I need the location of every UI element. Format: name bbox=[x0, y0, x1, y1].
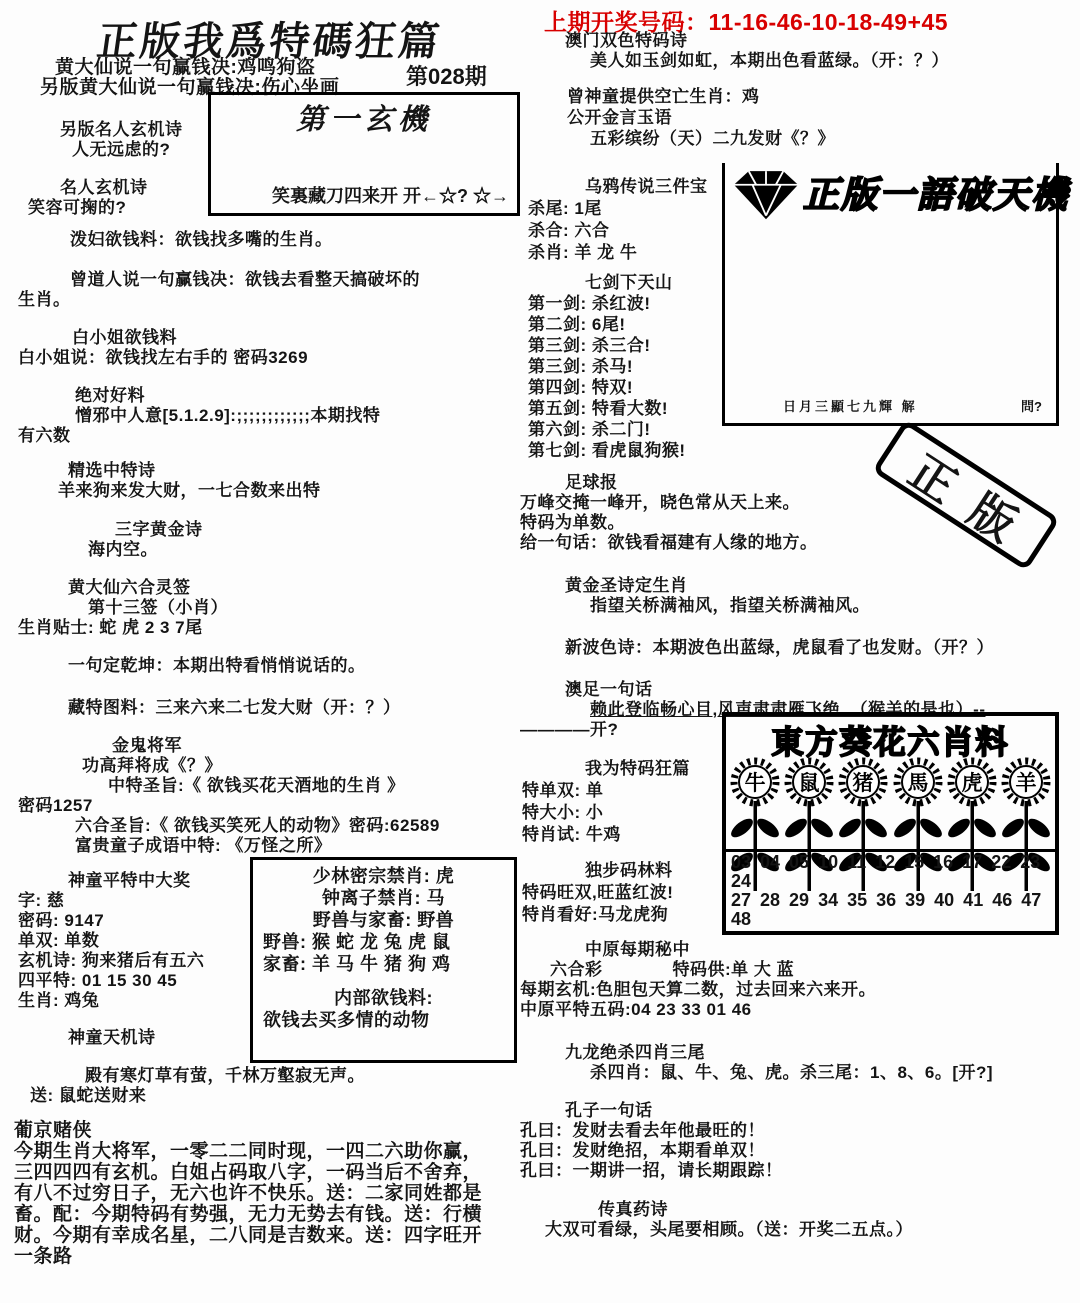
text-line: 笑容可掬的? bbox=[28, 198, 127, 217]
text-line: 字: 慈 bbox=[18, 891, 65, 910]
section-jingui bbox=[18, 736, 440, 856]
section-sanzi bbox=[88, 520, 203, 560]
section-zengdaoren bbox=[18, 270, 420, 310]
text-line: 另版名人玄机诗 bbox=[60, 120, 183, 139]
svg-text:虎: 虎 bbox=[961, 772, 983, 795]
text-line: 少林密宗禁肖: 虎 bbox=[312, 866, 455, 886]
svg-text:馬: 馬 bbox=[907, 772, 929, 795]
text-line: 第三剑: 杀三合! bbox=[528, 336, 651, 355]
text-line: 密码: 9147 bbox=[18, 911, 105, 930]
text-line: 赖此登临畅心目,风声肃肃雁飞绝. （猴羊的是也）-- bbox=[590, 700, 986, 719]
text-line: 羊来狗来发大财，一七合数来出特 bbox=[58, 481, 321, 500]
text-line: 送: 鼠蛇送财来 bbox=[30, 1086, 147, 1105]
section-lingban-mingren bbox=[60, 120, 183, 160]
text-line: 神童平特中大奖 bbox=[68, 871, 191, 890]
text-line: 金鬼将军 bbox=[112, 736, 182, 755]
text-line: 第二剑: 6尾! bbox=[528, 315, 626, 334]
text-line: 海内空。 bbox=[88, 540, 158, 559]
text-line: 特码旺双,旺蓝红波! bbox=[522, 883, 674, 902]
section-zhongyuan bbox=[520, 940, 876, 1020]
section-baixiaojie bbox=[18, 328, 308, 368]
text-line: 杀合: 六合 bbox=[528, 221, 610, 240]
text-line: 第四剑: 特双! bbox=[528, 378, 634, 397]
text-line: 野兽与家畜: 野兽 bbox=[312, 910, 455, 930]
text-line: 有六数 bbox=[18, 426, 71, 445]
text-line: 欲钱去买多情的动物 bbox=[263, 1010, 430, 1030]
text-line: 特肖试: 牛鸡 bbox=[522, 825, 621, 844]
text-line: 澳足一句话 bbox=[565, 680, 653, 699]
text-line: 玄机诗: 狗来猪后有五六 bbox=[18, 951, 205, 970]
section-jiulong bbox=[565, 1043, 993, 1083]
section-kuangpian bbox=[522, 758, 690, 846]
section-dubu bbox=[522, 860, 673, 926]
text-line: 四平特: 01 15 30 45 bbox=[18, 971, 178, 990]
text-line: 公开金言玉语 bbox=[567, 108, 672, 127]
text-line: 特肖看好:马龙虎狗 bbox=[522, 905, 669, 924]
text-line: 孔曰：发财绝招，本期看单双！ bbox=[520, 1141, 765, 1160]
text-line: 三四四四有玄机。白姐占码取八字，一码当后不舍弃， bbox=[14, 1162, 483, 1183]
section-lingqian bbox=[18, 578, 228, 638]
text-line: 曾道人说一句赢钱决：欲钱去看整天搞破坏的 bbox=[70, 270, 420, 289]
text-line: 黄大仙说一句赢钱决:鸡鸣狗盗 bbox=[55, 57, 316, 78]
diamond-slogan-box bbox=[722, 163, 1070, 426]
svg-text:牛: 牛 bbox=[744, 772, 766, 795]
section-xinbose bbox=[565, 638, 994, 658]
svg-text:羊: 羊 bbox=[1015, 772, 1037, 795]
text-line: 六合彩 特码供:单 大 蓝 bbox=[550, 960, 795, 979]
text-line: 我为特码狂篇 bbox=[585, 759, 690, 778]
text-line: 孔子一句话 bbox=[565, 1101, 653, 1120]
text-line: 三字黄金诗 bbox=[115, 520, 203, 539]
section-yaoshi bbox=[545, 1200, 913, 1240]
text-line: 第七剑: 看虎鼠狗猴! bbox=[528, 441, 686, 460]
diamond-icon bbox=[729, 165, 803, 228]
text-line: 足球报 bbox=[565, 473, 618, 492]
text-line: 第一剑: 杀红波! bbox=[528, 294, 651, 313]
section-shentong-pingte bbox=[18, 871, 204, 1011]
text-line: 生肖贴士: 蛇 虎 2 3 7尾 bbox=[18, 618, 203, 637]
text-line: 内部欲钱料: bbox=[334, 988, 433, 1008]
text-line: 生肖: 鸡兔 bbox=[18, 991, 100, 1010]
text-line: 大双可看绿，头尾要相顾。（送：开奖二五点。） bbox=[545, 1220, 913, 1239]
text-line: 特码为单数。 bbox=[520, 513, 625, 532]
text-line: ————开? bbox=[520, 720, 619, 739]
text-line: 殿有寒灯草有萤，千林万壑寂无声。 bbox=[85, 1066, 365, 1085]
text-line: 第六剑: 杀二门! bbox=[528, 420, 651, 439]
svg-text:猪: 猪 bbox=[852, 772, 874, 795]
text-line: 憎邪中人意[5.1.2.9]:;;;;;;;;;;;;本期找特 bbox=[75, 406, 381, 425]
text-line: 家畜: 羊 马 牛 猪 狗 鸡 bbox=[263, 954, 451, 974]
text-line: 一条路 bbox=[14, 1246, 73, 1267]
text-line: 传真药诗 bbox=[598, 1200, 668, 1219]
text-line: 精选中特诗 bbox=[68, 461, 156, 480]
text-line: 富贵童子成语中特: 《万怪之所》 bbox=[75, 836, 332, 855]
text-line: 新波色诗：本期波色出蓝绿，虎鼠看了也发财。（开？） bbox=[565, 638, 994, 657]
text-line: 黄金圣诗定生肖 bbox=[565, 576, 688, 595]
text-line: 葡京赌侠 bbox=[14, 1120, 93, 1141]
text-line: 泼妇欲钱料：欲钱找多嘴的生肖。 bbox=[70, 230, 333, 249]
issue-number: 第028期 bbox=[406, 64, 487, 89]
last-draw-numbers: 上期开奖号码：11-16-46-10-18-49+45 bbox=[544, 9, 949, 35]
text-line: 九龙绝杀四肖三尾 bbox=[565, 1043, 705, 1062]
text-line: 乌鸦传说三件宝 bbox=[585, 177, 708, 196]
text-line: 第三剑: 杀马! bbox=[528, 357, 634, 376]
sunflower-numbers bbox=[726, 849, 1055, 931]
text-line: 财。今期有幸成名星，二八同是吉数来。送：四字旺开 bbox=[14, 1225, 483, 1246]
text-line: 第十三签（小肖） bbox=[88, 598, 228, 617]
box-title: 第一玄機 bbox=[295, 104, 432, 136]
text-line: 有八不过穷日子，无六也许不快乐。送：二家同姓都是 bbox=[14, 1183, 483, 1204]
text-line: 另版黄大仙说一句赢钱决:伤心坐画 bbox=[40, 77, 340, 98]
section-huangjin-shengshi bbox=[565, 576, 870, 616]
section-powu bbox=[70, 230, 333, 250]
text-line: 一句定乾坤：本期出特看悄悄说话的。 bbox=[68, 656, 366, 675]
section-qiankun bbox=[68, 656, 366, 676]
text-line: 杀尾: 1尾 bbox=[528, 199, 602, 218]
text-line: 中特圣旨:《 欲钱买花天酒地的生肖 》 bbox=[108, 776, 405, 795]
text-line: 特大小: 小 bbox=[522, 803, 604, 822]
authentic-stamp: 正版 bbox=[872, 419, 1060, 571]
text-line: 神童天机诗 bbox=[68, 1028, 156, 1047]
first-mystery-box bbox=[208, 92, 520, 216]
text-line: 名人玄机诗 bbox=[60, 178, 148, 197]
section-mingren bbox=[28, 178, 148, 218]
text-line: 杀肖: 羊 龙 牛 bbox=[528, 243, 638, 262]
text-line: 野兽: 猴 蛇 龙 兔 虎 鼠 bbox=[263, 932, 451, 952]
section-tianjishi bbox=[30, 1028, 365, 1106]
text-line: 曾神童提供空亡生肖：鸡 bbox=[567, 87, 760, 106]
diamond-box-title: 正版一語破天機 bbox=[803, 174, 1070, 215]
section-kongzi bbox=[520, 1101, 783, 1181]
text-line: 特单双: 单 bbox=[522, 781, 604, 800]
diamond-box-footer-left: 日月三顯七九輝 解 bbox=[783, 399, 918, 414]
text-line: 中原平特五码:04 23 33 01 46 bbox=[520, 1000, 752, 1019]
text-line: 白小姐欲钱料 bbox=[72, 328, 177, 347]
text-line: 杀四肖：鼠、牛、兔、虎。杀三尾：1、8、6。[开?] bbox=[590, 1063, 994, 1082]
text-line: 七剑下天山 bbox=[585, 273, 673, 292]
numbers-row: 27 28 29 34 35 36 39 40 41 46 47 48 bbox=[731, 890, 1042, 929]
text-line: 生肖。 bbox=[18, 290, 71, 309]
section-macau bbox=[565, 31, 949, 71]
text-line: 钟离子禁肖: 马 bbox=[322, 888, 445, 908]
text-line: 五彩缤纷（天）二九发财《？》 bbox=[590, 129, 835, 148]
section-juedui-haoliao bbox=[18, 386, 380, 446]
text-line: 美人如玉剑如虹，本期出色看蓝绿。（开：？） bbox=[590, 51, 949, 70]
text-line: 密码1257 bbox=[18, 796, 93, 815]
section-jingxuan bbox=[58, 461, 321, 501]
text-line: 每期玄机:色胆包天算二数，过去回来六来开。 bbox=[520, 980, 877, 999]
sunflower-box-title: 東方葵花六肖料 bbox=[771, 724, 1010, 760]
section-pujing-duxia bbox=[14, 1120, 482, 1267]
sunflower-zodiac-box bbox=[722, 712, 1059, 935]
page-title: 正版我爲特碼狂篇 bbox=[94, 20, 445, 64]
text-line: 功高拜将成《？》 bbox=[82, 756, 222, 775]
text-line: 藏特图料：三来六来二七发大财（开：？） bbox=[68, 698, 401, 717]
text-line: 绝对好料 bbox=[75, 386, 145, 405]
section-cangtetuliiao bbox=[68, 698, 401, 718]
text-line: 万峰交掩一峰开，晓色常从天上来。 bbox=[520, 493, 800, 512]
text-line: 指望关桥满袖风，指望关桥满袖风。 bbox=[590, 596, 870, 615]
text-line: 孔曰：发财去看去年他最旺的！ bbox=[520, 1121, 765, 1140]
section-zuqiubao bbox=[520, 473, 818, 553]
numbers-row: 03 04 05 10 11 12 15 16 17 22 23 24 bbox=[731, 852, 1041, 891]
text-line: 孔曰：一期讲一招，请长期跟踪！ bbox=[520, 1161, 783, 1180]
text-line: 畜。配：今期特码有势强，无力无势去有钱。送：行横 bbox=[14, 1204, 483, 1225]
text-line: 人无远虑的? bbox=[72, 140, 171, 159]
text-line: 白小姐说：欲钱找左右手的 密码3269 bbox=[18, 348, 309, 367]
text-line: 中原每期秘中 bbox=[585, 940, 690, 959]
text-line: 给一句话：欲钱看福建有人缘的地方。 bbox=[520, 533, 818, 552]
svg-text:鼠: 鼠 bbox=[798, 772, 820, 795]
diamond-box-footer-right: 問? bbox=[1021, 399, 1042, 414]
section-wuya bbox=[528, 176, 708, 264]
text-line: 黄大仙六合灵签 bbox=[68, 578, 191, 597]
box-riddle-line: 笑裏藏刀四来开 开←☆? ☆→ bbox=[272, 186, 509, 206]
text-line: 单双: 单数 bbox=[18, 931, 100, 950]
text-line: 独步码林料 bbox=[585, 861, 673, 880]
text-line: 第五剑: 特看大数! bbox=[528, 399, 669, 418]
text-line: 六合圣旨:《 欲钱买笑死人的动物》密码:62589 bbox=[75, 816, 440, 835]
text-line: 澳门双色特码诗 bbox=[565, 31, 688, 50]
section-qijian bbox=[528, 272, 686, 461]
section-zengshentong bbox=[567, 86, 835, 149]
text-line: 今期生肖大将军，一零二二同时现，一四二六助你赢， bbox=[14, 1141, 483, 1162]
